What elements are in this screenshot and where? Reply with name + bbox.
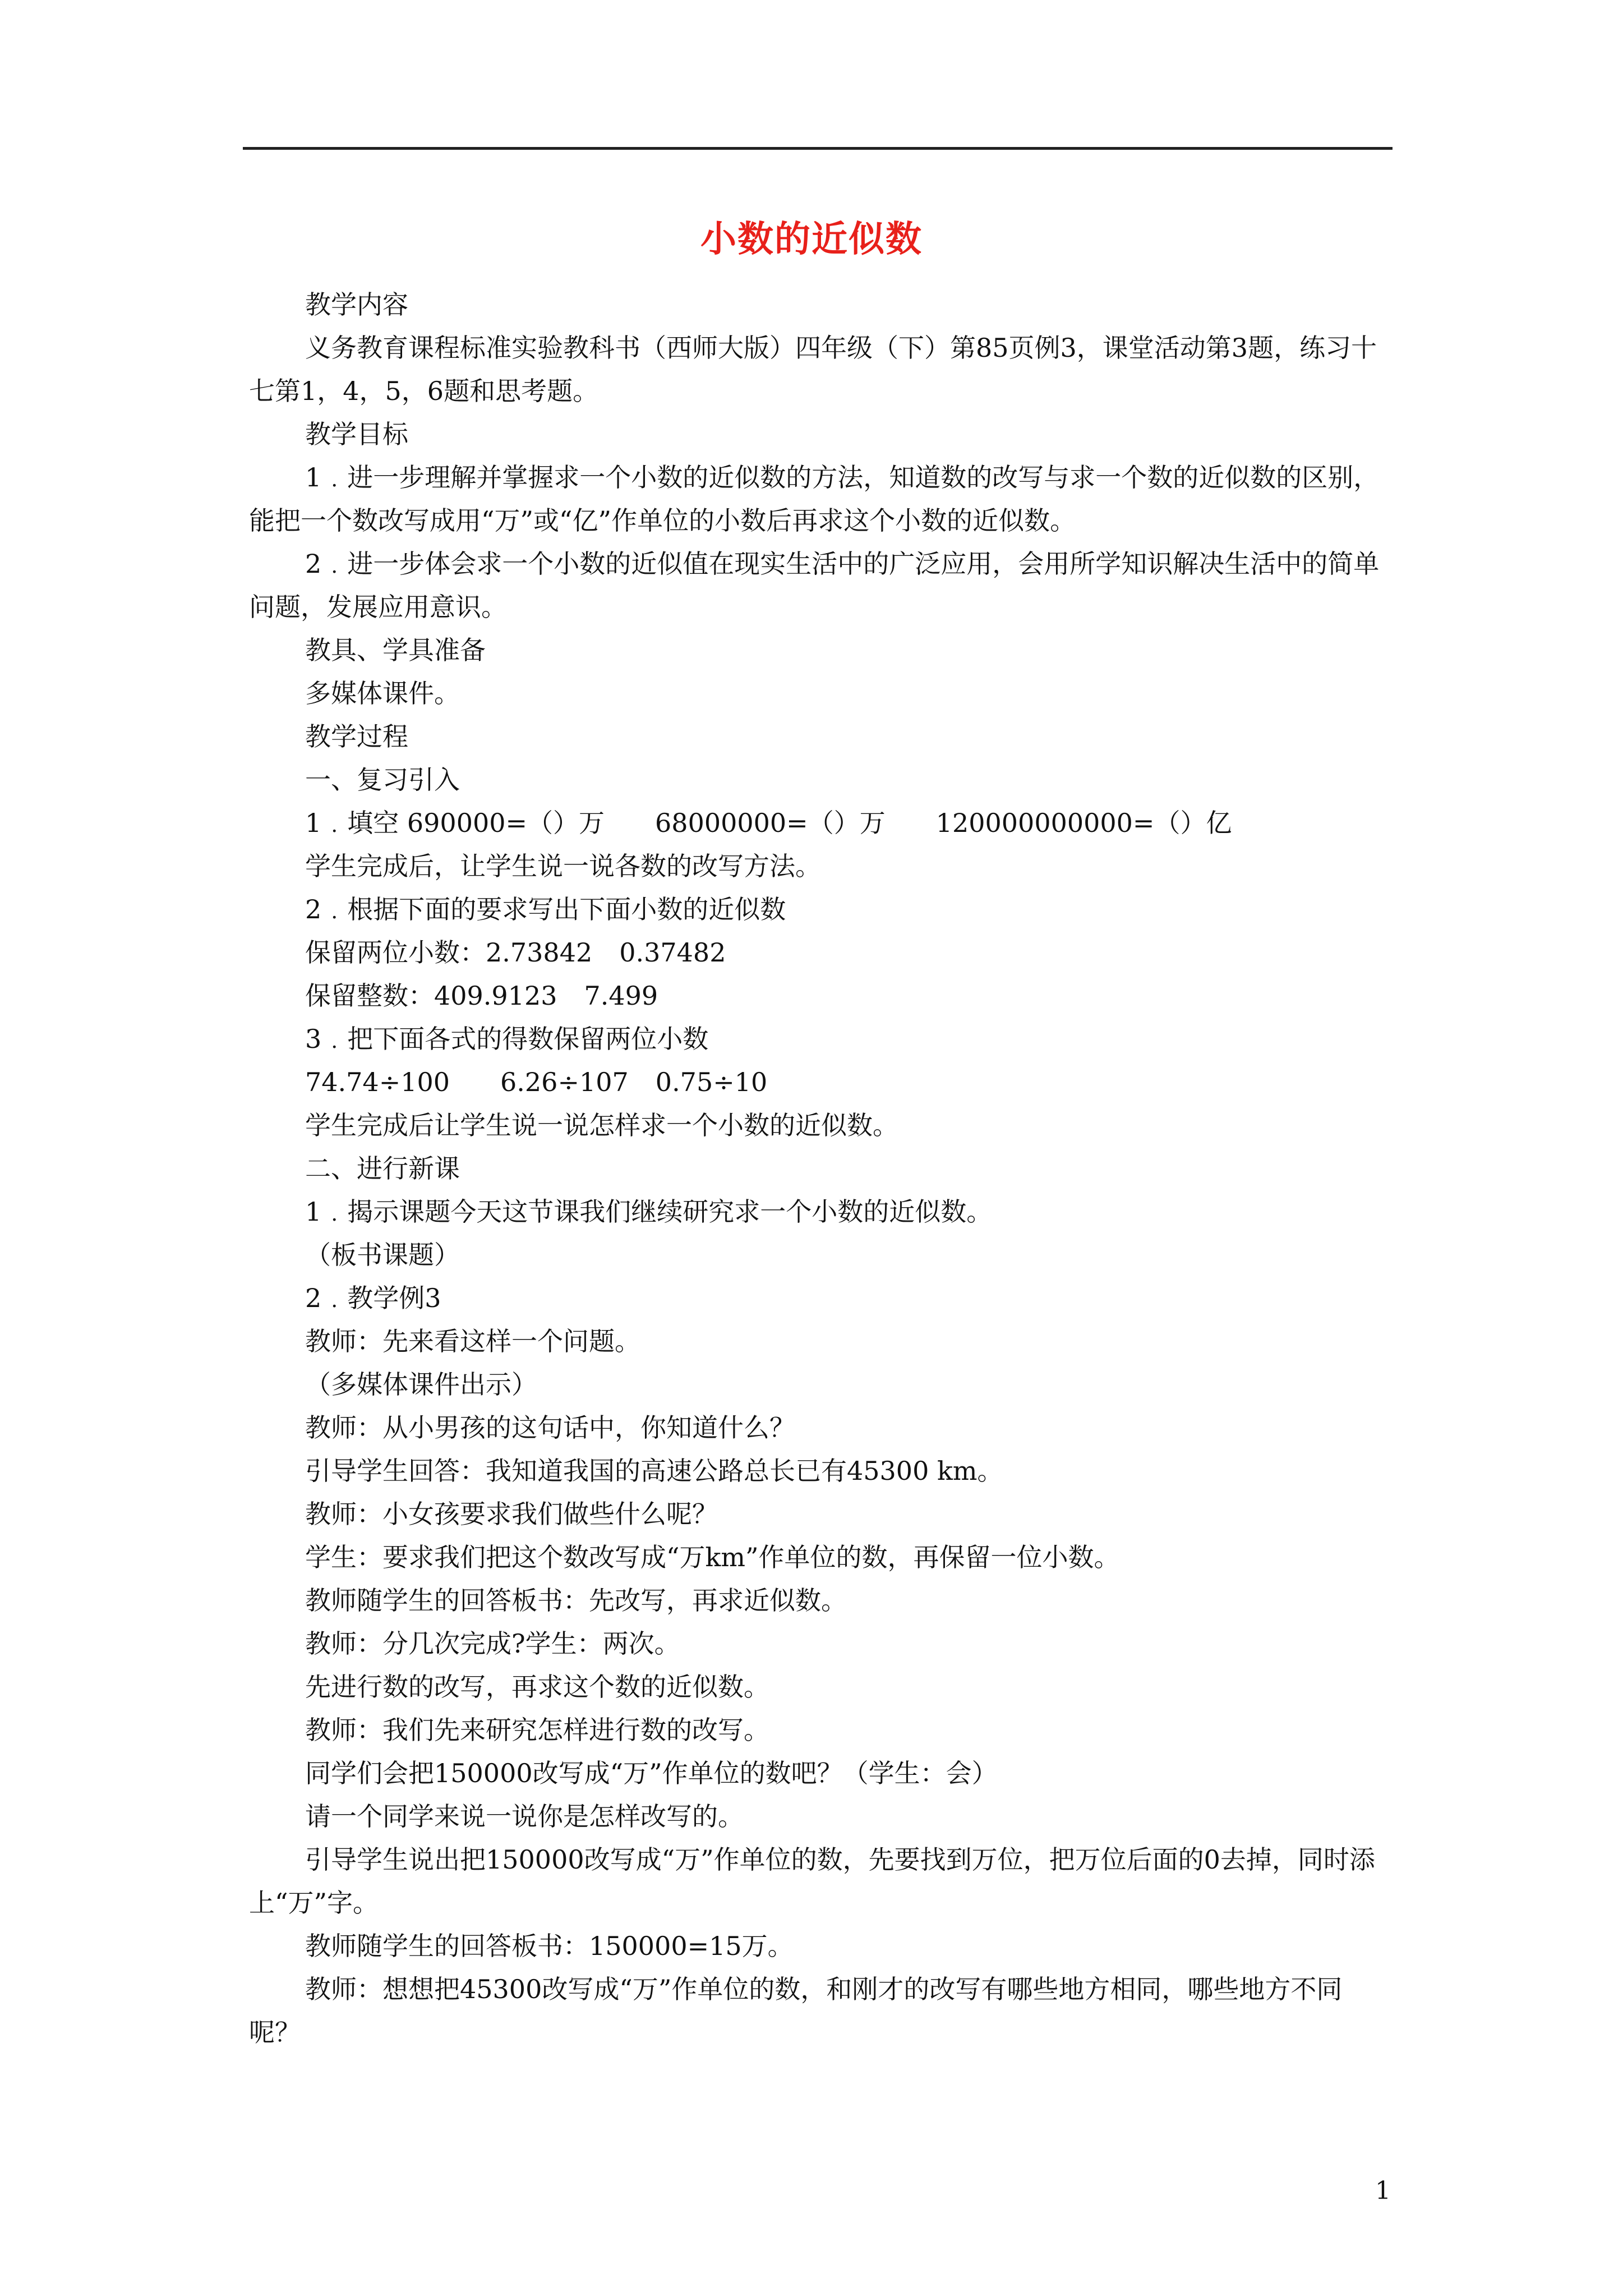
exercise-item: 保留整数：409.9123 — [305, 981, 557, 1011]
exercise-item: 保留两位小数：2.73842 — [305, 937, 593, 968]
paragraph: 教师：从小男孩的这句话中，你知道什么？ — [305, 1412, 795, 1443]
paragraph: （多媒体课件出示） — [305, 1369, 537, 1400]
section-heading: 一、复习引入 — [305, 765, 460, 795]
section-heading: 教学内容 — [305, 289, 408, 320]
page-number: 1 — [1375, 2177, 1391, 2205]
document-body — [249, 283, 1393, 2054]
exercise-line — [249, 1061, 1393, 1104]
exercise-item: 0.75÷10 — [655, 1067, 768, 1097]
paragraph: 学生完成后让学生说一说怎样求一个小数的近似数。 — [305, 1110, 898, 1140]
exercise-item: 120000000000=（）亿 — [935, 808, 1232, 838]
paragraph: 1﹒揭示课题今天这节课我们继续研究求一个小数的近似数。 — [305, 1197, 993, 1227]
exercise-line — [249, 974, 1393, 1018]
paragraph: 2﹒教学例3 — [305, 1283, 441, 1313]
exercise-item: 7.499 — [584, 981, 658, 1011]
section-heading: 教具、学具准备 — [305, 635, 486, 665]
paragraph: 请一个同学来说一说你是怎样改写的。 — [305, 1801, 744, 1832]
exercise-item: 68000000=（）万 — [655, 808, 886, 838]
header-rule — [243, 147, 1393, 150]
paragraph: （板书课题） — [305, 1240, 460, 1270]
exercise-line — [249, 802, 1393, 845]
exercise-item: 74.74÷100 — [305, 1067, 450, 1097]
section-heading: 教学目标 — [305, 419, 408, 449]
exercise-item: 6.26÷107 — [500, 1067, 629, 1097]
paragraph: 教师：分几次完成?学生：两次。 — [305, 1628, 680, 1659]
paragraph: 2﹒进一步体会求一个小数的近似值在现实生活中的广泛应用，会用所学知识解决生活中的简单问题，发展应用意识。 — [249, 549, 1380, 622]
paragraph: 义务教育课程标准实验教科书（西师大版）四年级（下）第85页例3，课堂活动第3题，练习十七第1，4，5，6题和思考题。 — [249, 333, 1377, 406]
paragraph: 教师：先来看这样一个问题。 — [305, 1326, 640, 1356]
paragraph: 1﹒进一步理解并掌握求一个小数的近似数的方法，知道数的改写与求一个数的近似数的区别，能把一个数改写成用“万”或“亿”作单位的小数后再求这个小数的近似数。 — [249, 462, 1380, 536]
paragraph: 教师：想想把45300改写成“万”作单位的数，和刚才的改写有哪些地方相同，哪些地方不同呢？ — [249, 1974, 1343, 2047]
paragraph: 先进行数的改写，再求这个数的近似数。 — [305, 1672, 769, 1702]
paragraph: 学生：要求我们把这个数改写成“万km”作单位的数，再保留一位小数。 — [305, 1542, 1120, 1572]
paragraph: 引导学生回答：我知道我国的高速公路总长已有45300 km。 — [305, 1456, 1003, 1486]
document-title: 小数的近似数 — [700, 218, 923, 260]
paragraph: 3﹒把下面各式的得数保留两位小数 — [305, 1024, 709, 1054]
section-heading: 二、进行新课 — [305, 1153, 460, 1184]
exercise-item: 0.37482 — [619, 937, 726, 968]
paragraph: 2﹒根据下面的要求写出下面小数的近似数 — [305, 894, 786, 924]
paragraph: 教师随学生的回答板书：150000=15万。 — [305, 1931, 794, 1961]
paragraph: 教师：小女孩要求我们做些什么呢？ — [305, 1499, 718, 1529]
exercise-line — [249, 931, 1393, 974]
paragraph: 引导学生说出把150000改写成“万”作单位的数，先要找到万位，把万位后面的0去掉，同时添上“万”字。 — [249, 1844, 1375, 1918]
section-heading: 教学过程 — [305, 721, 408, 752]
paragraph: 教师随学生的回答板书：先改写，再求近似数。 — [305, 1585, 847, 1616]
paragraph: 教师：我们先来研究怎样进行数的改写。 — [305, 1715, 769, 1745]
exercise-item: 1﹒填空 690000=（）万 — [305, 808, 605, 838]
paragraph: 学生完成后，让学生说一说各数的改写方法。 — [305, 851, 821, 881]
paragraph: 同学们会把150000改写成“万”作单位的数吧？（学生：会） — [305, 1758, 998, 1788]
paragraph: 多媒体课件。 — [305, 678, 460, 708]
